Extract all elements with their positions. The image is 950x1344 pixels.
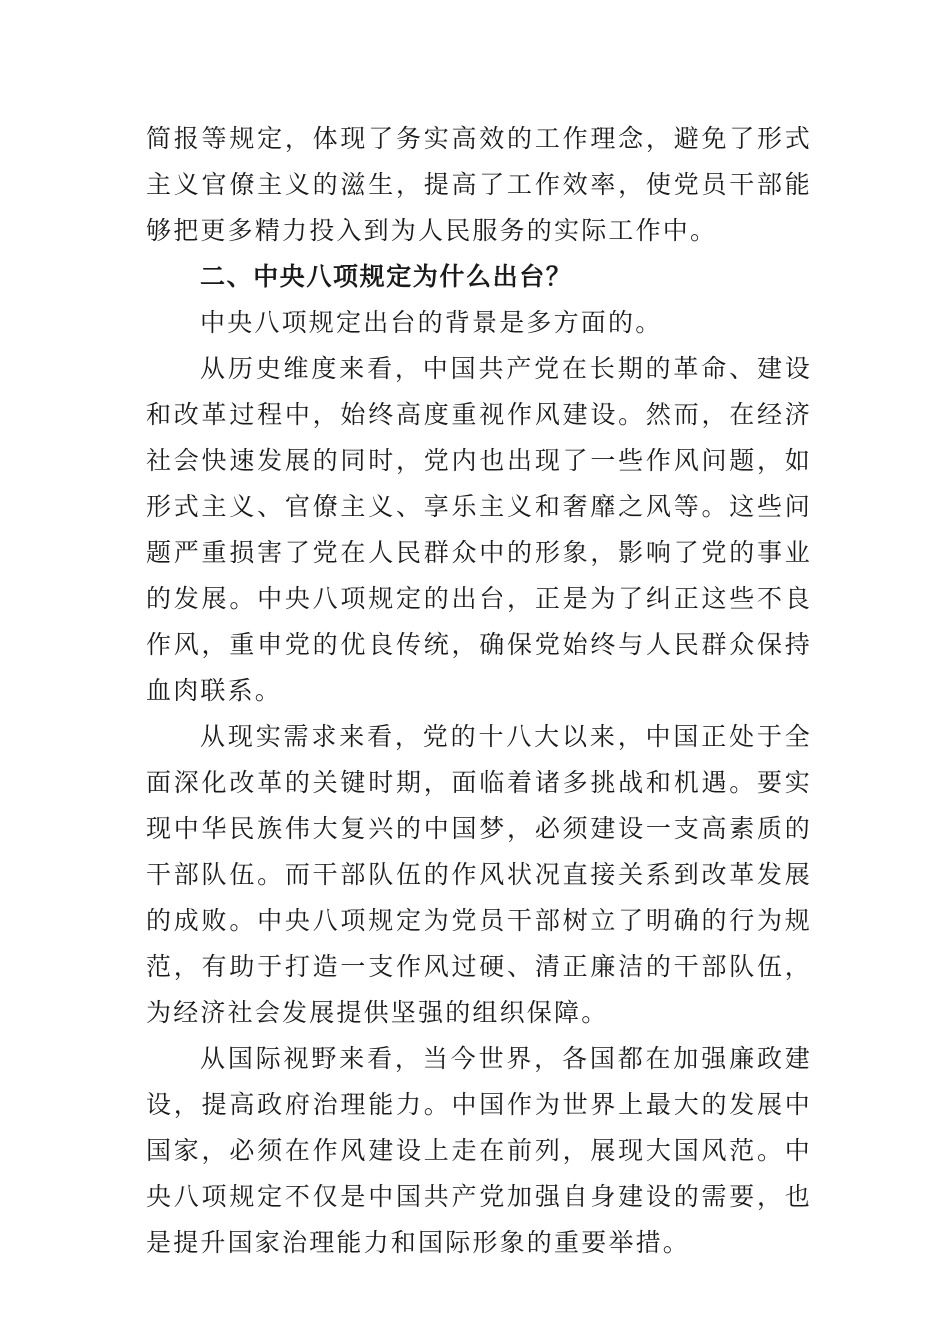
paragraph-intro: 中央八项规定出台的背景是多方面的。 xyxy=(200,308,663,337)
section-heading: 二、中央八项规定为什么出台？ xyxy=(200,262,573,291)
document-body xyxy=(146,116,812,1266)
paragraph-historical: 从历史维度来看，中国共产党在长期的革命、建设和改革过程中，始终高度重视作风建设。然而，在经济社会快速发展的同时，党内也出现了一些作风问题，如形式主义、官僚主义、享乐主义和奢靡之风等。这些问题严重损害了党在人民群众中的形象，影响了党的事业的发展。中央八项规定的出台，正是为了纠正这些不良作风，重申党的优良传统，确保党始终与人民群众保持血肉联系。 xyxy=(146,354,812,705)
paragraph-practical: 从现实需求来看，党的十八大以来，中国正处于全面深化改革的关键时期，面临着诸多挑战和机遇。要实现中华民族伟大复兴的中国梦，必须建设一支高素质的干部队伍。而干部队伍的作风状况直接关系到改革发展的成败。中央八项规定为党员干部树立了明确的行为规范，有助于打造一支作风过硬、清正廉洁的干部队伍，为经济社会发展提供坚强的组织保障。 xyxy=(146,722,812,1027)
paragraph-continuation: 简报等规定，体现了务实高效的工作理念，避免了形式主义官僚主义的滋生，提高了工作效率，使党员干部能够把更多精力投入到为人民服务的实际工作中。 xyxy=(146,124,812,245)
paragraph-international: 从国际视野来看，当今世界，各国都在加强廉政建设，提高政府治理能力。中国作为世界上最大的发展中国家，必须在作风建设上走在前列，展现大国风范。中央八项规定不仅是中国共产党加强自身建设的需要，也是提升国家治理能力和国际形象的重要举措。 xyxy=(146,1044,812,1257)
